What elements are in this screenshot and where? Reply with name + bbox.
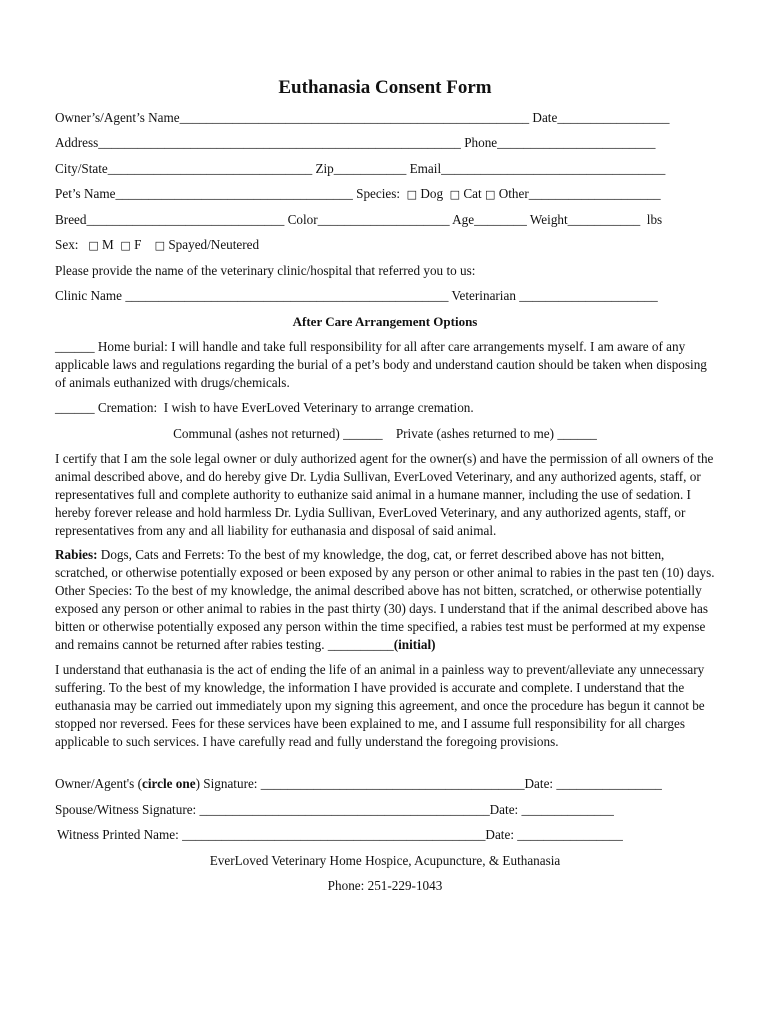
cremation-initial-field[interactable]: ______ xyxy=(55,400,95,415)
understand-paragraph: I understand that euthanasia is the act of ending the life of an animal in a painless way to prevent/alleviate any unnecessary suffering. To the best of my knowledge, the information I have provided is accurate and complete. I understand that the euthanasia may be carried out immediately upon my signing this agreement, and once the procedure has begun it cannot be stopped nor reversed. Fees for these services have been explained to me, and I assume full responsibility for all charges applicable to such services. I have carefully read and fully understand the foregoing provisions. xyxy=(55,662,705,749)
city-row xyxy=(55,160,665,178)
breed-label: Breed xyxy=(55,212,87,227)
owner-date-field[interactable]: ________________ xyxy=(556,776,662,791)
spayed-label: Spayed/Neutered xyxy=(168,237,260,252)
private-field[interactable]: ______ xyxy=(557,426,597,441)
cremation-option xyxy=(55,399,474,417)
certify-paragraph: I certify that I am the sole legal owner or duly authorized agent for the owner(s) and have the permission of all owners of the animal described above, and do hereby give Dr. Lydia Sullivan, EverLoved Veterinary, and any authorized agents, staff, or representatives full and complete authority to euthanize said animal in a humane manner, including the use of sedation. I hereby forever release and hold harmless Dr. Lydia Sullivan, EverLoved Veterinary, and any authorized agents, staff, or representatives from any and all liability for euthanasia and disposal of said animal. xyxy=(55,451,714,538)
male-label: M xyxy=(102,237,114,252)
cat-checkbox[interactable]: □ xyxy=(449,188,461,201)
color-field[interactable]: ____________________ xyxy=(317,212,450,227)
weight-label: Weight xyxy=(529,212,568,227)
owner-signature-field[interactable]: ________________________________________ xyxy=(260,776,525,791)
age-label: Age xyxy=(452,212,475,227)
form-title: Euthanasia Consent Form xyxy=(278,77,492,98)
rabies-label: Rabies: xyxy=(55,547,98,562)
footer-phone: Phone: 251-229-1043 xyxy=(327,878,443,893)
color-label: Color xyxy=(287,212,318,227)
spouse-signature-field[interactable]: ____________________________________________ xyxy=(199,802,490,817)
weight-field[interactable]: ___________ xyxy=(567,212,641,227)
age-field[interactable]: ________ xyxy=(474,212,527,227)
owner-signature-prefix: Owner/Agent's ( xyxy=(55,776,142,791)
sex-row xyxy=(55,236,259,255)
sex-label: Sex: xyxy=(55,237,79,252)
rabies-text: Dogs, Cats and Ferrets: To the best of my knowledge, the dog, cat, or ferret described above has not bitten, scratched, or otherwise potentially exposed or been exposed by any person or other animal to rabies in the past ten (10) days. Other Species: To the best of my knowledge, the animal described above has not bitten, scratched, or otherwise potentially exposed any person or other animal to rabies in the past thirty (30) days. I understand that if the animal described above has bitten or otherwise potentially exposed any person within the time specified, a rabies test must be performed at my expense and remains cannot be returned after rabies testing. xyxy=(55,547,715,652)
other-label: Other xyxy=(498,186,529,201)
cremation-choice-row xyxy=(0,425,770,443)
witness-name-field[interactable]: ______________________________________________ xyxy=(182,827,486,842)
spouse-date-field[interactable]: ______________ xyxy=(521,802,614,817)
pet-name-field[interactable]: ____________________________________ xyxy=(115,186,353,201)
city-state-field[interactable]: _______________________________ xyxy=(107,161,313,176)
city-state-label: City/State xyxy=(55,161,108,176)
cat-label: Cat xyxy=(463,186,482,201)
clinic-name-field[interactable]: _________________________________________________ xyxy=(125,288,449,303)
spouse-signature-row xyxy=(55,801,614,819)
email-label: Email xyxy=(409,161,442,176)
home-burial-initial-field[interactable]: ______ xyxy=(55,339,95,354)
clinic-row xyxy=(55,287,658,305)
veterinarian-field[interactable]: _____________________ xyxy=(519,288,658,303)
zip-field[interactable]: ___________ xyxy=(333,161,407,176)
breed-row xyxy=(55,211,662,229)
pet-row xyxy=(55,185,661,204)
owner-name-row xyxy=(55,109,669,127)
communal-field[interactable]: ______ xyxy=(343,426,383,441)
witness-name-label: Witness Printed Name: xyxy=(57,827,183,842)
address-row xyxy=(55,134,655,152)
private-label: Private (ashes returned to me) xyxy=(395,426,555,441)
footer-practice: EverLoved Veterinary Home Hospice, Acupuncture, & Euthanasia xyxy=(209,853,561,868)
lbs-label: lbs xyxy=(646,212,663,227)
spouse-signature-label: Spouse/Witness Signature: xyxy=(55,802,200,817)
home-burial-option xyxy=(55,338,715,392)
rabies-initial-label: (initial) xyxy=(393,637,436,652)
dog-label: Dog xyxy=(420,186,444,201)
owner-name-field[interactable]: _____________________________________________________ xyxy=(179,110,530,125)
email-field[interactable]: __________________________________ xyxy=(441,161,666,176)
owner-signature-row xyxy=(55,775,662,793)
rabies-initial-field[interactable]: __________ xyxy=(327,637,394,652)
date-field[interactable]: _________________ xyxy=(557,110,670,125)
referral-prompt: Please provide the name of the veterinary clinic/hospital that referred you to us: xyxy=(55,263,476,278)
owner-signature-suffix: ) Signature: xyxy=(195,776,261,791)
aftercare-heading: After Care Arrangement Options xyxy=(292,314,478,329)
home-burial-text: Home burial: I will handle and take full responsibility for all after care arrangements myself. I am aware of any applicable laws and regulations regarding the burial of a pet’s body and understand caution should be taken when disposing of animals euthanized with drugs/chemicals. xyxy=(55,339,707,390)
female-label: F xyxy=(134,237,142,252)
breed-field[interactable]: ______________________________ xyxy=(86,212,285,227)
rabies-paragraph xyxy=(55,546,715,654)
spouse-date-label: Date: xyxy=(489,802,522,817)
owner-name-label: Owner’s/Agent’s Name xyxy=(55,110,180,125)
witness-date-field[interactable]: ________________ xyxy=(517,827,623,842)
phone-label: Phone xyxy=(464,135,498,150)
other-checkbox[interactable]: □ xyxy=(485,188,496,201)
zip-label: Zip xyxy=(315,161,334,176)
address-field[interactable]: _______________________________________________________ xyxy=(98,135,461,150)
species-label: Species: xyxy=(356,186,401,201)
date-label: Date xyxy=(532,110,558,125)
other-field[interactable]: ____________________ xyxy=(528,186,661,201)
clinic-name-label: Clinic Name xyxy=(55,288,123,303)
circle-one-label: circle one xyxy=(141,776,196,791)
address-label: Address xyxy=(55,135,99,150)
witness-date-label: Date: xyxy=(485,827,518,842)
pet-name-label: Pet’s Name xyxy=(55,186,116,201)
spayed-checkbox[interactable]: □ xyxy=(154,239,166,252)
owner-date-label: Date: xyxy=(524,776,557,791)
phone-field[interactable]: ________________________ xyxy=(497,135,656,150)
communal-label: Communal (ashes not returned) xyxy=(173,426,340,441)
witness-row xyxy=(57,826,623,844)
female-checkbox[interactable]: □ xyxy=(120,239,131,252)
dog-checkbox[interactable]: □ xyxy=(406,188,418,201)
veterinarian-label: Veterinarian xyxy=(451,288,516,303)
male-checkbox[interactable]: □ xyxy=(88,239,99,252)
cremation-text: Cremation: I wish to have EverLoved Veterinary to arrange cremation. xyxy=(97,400,474,415)
